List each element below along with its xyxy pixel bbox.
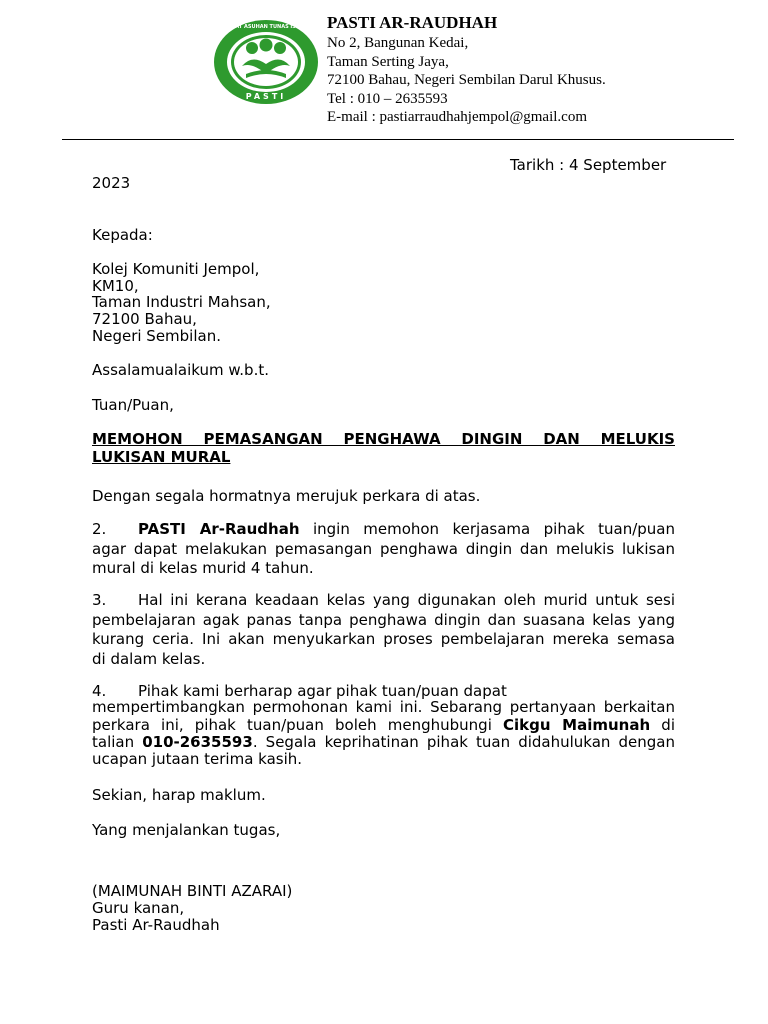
svg-text:PUSAT ASUHAN TUNAS ISLAM: PUSAT ASUHAN TUNAS ISLAM [224,24,308,30]
recipient-line: KM10, [92,277,139,295]
org-name: PASTI AR-RAUDHAH [327,13,498,32]
paragraph-4-line: mempertimbangkan permohonan kami ini. Sebarang pertanyaan berkaitan [92,698,675,716]
intro-paragraph: Dengan segala hormatnya merujuk perkara di atas. [92,487,481,505]
signatory-name: (MAIMUNAH BINTI AZARAI) [92,882,293,900]
paragraph-number: 2. [92,520,107,538]
paragraph-4-line: perkara ini, pihak tuan/puan boleh menghubungi Cikgu Maimunah di [92,716,675,734]
paragraph-3-line: pembelajaran agak panas tanpa penghawa dingin dan suasana kelas yang [92,611,675,629]
contact-phone: 010-2635593 [142,733,253,751]
letterhead [327,13,606,127]
org-name-bold: PASTI Ar-Raudhah [138,520,300,538]
recipient-line: Kolej Komuniti Jempol, [92,260,260,278]
closing: Sekian, harap maklum. [92,786,266,804]
recipient-line: Taman Industri Mahsan, [92,293,271,311]
paragraph-number: 4. [92,682,107,700]
subject-line: MEMOHON PEMASANGAN PENGHAWA DINGIN DAN MELUKIS [92,430,675,448]
address-line: Taman Serting Jaya, [327,53,449,70]
paragraph-2-line: mural di kelas murid 4 tahun. [92,559,314,577]
greeting: Assalamualaikum w.b.t. [92,361,269,379]
date-year: 2023 [92,174,131,192]
paragraph-number: 3. [92,591,107,609]
date-line: Tarikh : 4 September [510,156,667,174]
pasti-logo [212,18,320,106]
recipient-line: Negeri Sembilan. [92,327,221,345]
recipient-label: Kepada: [92,226,153,244]
email: E-mail : pastiarraudhahjempol@gmail.com [327,109,587,125]
telephone: Tel : 010 – 2635593 [327,90,448,107]
paragraph-4-line: ucapan jutaan terima kasih. [92,750,303,768]
salutation: Tuan/Puan, [92,396,174,414]
sign-off: Yang menjalankan tugas, [92,821,281,839]
svg-text:PASTI: PASTI [245,92,287,101]
contact-name: Cikgu Maimunah [503,716,651,734]
address-line: 72100 Bahau, Negeri Sembilan Darul Khusus. [327,72,606,88]
address-line: No 2, Bangunan Kedai, [327,35,469,51]
paragraph-3-line: di dalam kelas. [92,650,206,668]
paragraph-2-line: 2. PASTI Ar-Raudhah ingin memohon kerjasama pihak tuan/puan [92,520,675,538]
paragraph-4-line: 4. Pihak kami berharap agar pihak tuan/puan dapat [92,682,507,700]
signatory-title: Guru kanan, [92,899,185,917]
recipient-line: 72100 Bahau, [92,310,197,328]
paragraph-3-line: 3. Hal ini kerana keadaan kelas yang digunakan oleh murid untuk sesi [92,591,675,609]
paragraph-3-line: kurang ceria. Ini akan menyukarkan proses pembelajaran mereka semasa [92,630,675,648]
paragraph-2-line: agar dapat melakukan pemasangan penghawa dingin dan melukis lukisan [92,540,675,558]
subject-line: LUKISAN MURAL [92,448,231,466]
paragraph-4-line: talian 010-2635593. Segala keprihatinan pihak tuan didahulukan dengan [92,733,675,751]
signatory-org: Pasti Ar-Raudhah [92,916,220,934]
header-divider [62,139,734,140]
